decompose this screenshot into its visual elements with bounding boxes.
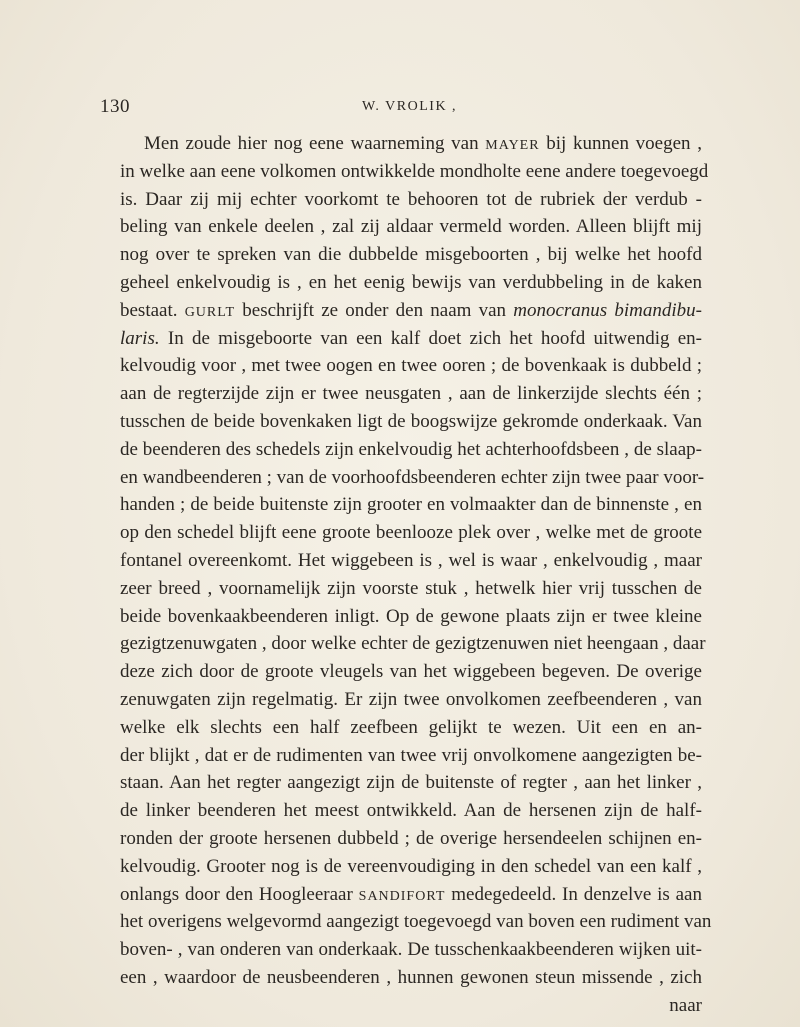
text-line: deze zich door de groote vleugels van het wiggebeen begeven. De overige (120, 661, 702, 683)
author-name-gurlt: GURLT (184, 304, 236, 320)
text-line: is. Daar zij mij echter voorkomt te behooren tot de rubriek der verdub - (120, 188, 702, 210)
text-line: bestaat. GURLT beschrijft ze onder den naam van monocranus bimandibu- (120, 299, 702, 321)
page-number: 130 (100, 96, 130, 117)
species-term: monocranus bimandibu- (513, 299, 702, 321)
text-line: ronden der groote hersenen dubbeld ; de overige hersendeelen schijnen en- (120, 827, 702, 849)
text-line: op den schedel blijft eene groote beenlooze plek over , welke met de groote (120, 522, 702, 544)
text-line: het overigens welgevormd aangezigt toegevoegd van boven een rudiment van (120, 911, 712, 933)
text-line: beide bovenkaakbeenderen inligt. Op de gewone plaats zijn er twee kleine (120, 605, 702, 627)
text-line: nog over te spreken van die dubbelde misgeboorten , bij welke het hoofd (120, 244, 702, 266)
author-name-mayer: MAYER (485, 138, 540, 153)
text-line: en wandbeenderen ; van de voorhoofdsbeenderen echter zijn twee paar voor- (120, 466, 705, 488)
text-line: de beenderen des schedels zijn enkelvoudig het achterhoofdsbeen , de slaap- (120, 438, 702, 460)
text-line: een , waardoor de neusbeenderen , hunnen gewonen steun missende , zich (120, 966, 702, 988)
text-line: staan. Aan het regter aangezigt zijn de buitenste of regter , aan het linker , (120, 772, 702, 794)
text-line: zeer breed , voornamelijk zijn voorste stuk , hetwelk hier vrij tusschen de (120, 577, 702, 599)
text-line: geheel enkelvoudig is , en het eenig bewijs van verdubbeling in de kaken (120, 271, 702, 293)
text-line: Men zoude hier nog eene waarneming van MAYER bij kunnen voegen , (144, 133, 702, 154)
text-line: welke elk slechts een half zeefbeen gelijkt te wezen. Uit een en an- (120, 716, 702, 738)
text-line: handen ; de beide buitenste zijn grooter en volmaakter dan de binnenste , en (120, 494, 702, 516)
running-head: W. VROLIK , (362, 99, 458, 114)
text-line: zenuwgaten zijn regelmatig. Er zijn twee onvolkomen zeefbeenderen , van (120, 688, 702, 710)
text-line: tusschen de beide bovenkaken ligt de boogswijze gekromde onderkaak. Van (120, 410, 702, 432)
catchword: naar (669, 994, 702, 1016)
text-line: kelvoudig. Grooter nog is de vereenvoudiging in den schedel van een kalf , (120, 855, 702, 877)
text-line: in welke aan eene volkomen ontwikkelde mondholte eene andere toegevoegd (120, 160, 709, 182)
text-line: laris. In de misgeboorte van een kalf doet zich het hoofd uitwendig en- (120, 327, 702, 349)
text-line: onlangs door den Hoogleeraar SANDIFORT medegedeeld. In denzelve is aan (120, 883, 702, 905)
species-term-end: laris. (120, 327, 160, 349)
text-line: aan de regterzijde zijn er twee neusgaten , aan de linkerzijde slechts één ; (120, 383, 702, 405)
text-line: boven- , van onderen van onderkaak. De tusschenkaakbeenderen wijken uit- (120, 939, 702, 961)
text-line: gezigtzenuwgaten , door welke echter de gezigtzenuwen niet heengaan , daar (120, 633, 706, 655)
page-header (100, 96, 700, 120)
text-line: der blijkt , dat er de rudimenten van twee vrij onvolkomene aangezigten be- (120, 744, 702, 766)
author-name-sandifort: SANDIFORT (358, 888, 446, 904)
body-text (120, 130, 712, 1020)
text-line: kelvoudig voor , met twee oogen en twee ooren ; de bovenkaak is dubbeld ; (120, 355, 702, 377)
text-line: fontanel overeenkomt. Het wiggebeen is , wel is waar , enkelvoudig , maar (120, 549, 702, 571)
text-line: beling van enkele deelen , zal zij aldaar vermeld worden. Alleen blijft mij (120, 216, 702, 238)
text-line: de linker beenderen het meest ontwikkeld. Aan de hersenen zijn de half- (120, 800, 702, 822)
